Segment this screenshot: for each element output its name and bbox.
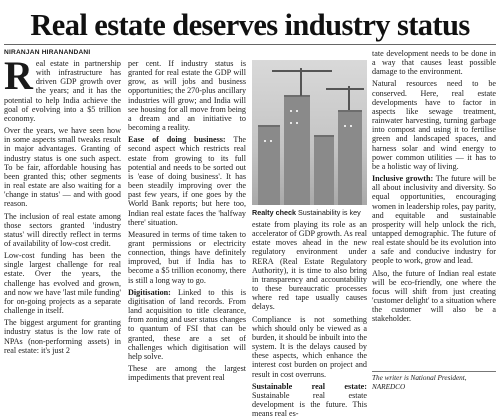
col4-para-3: Inclusive growth: The future will be all about inclusivity and diversity. So equal opportunities, encouraging women in leadership roles, pay parity, and equitable and sustainable prosperity will help unlock the rich, untapped demographic. The future of real estate should be its evolution into a safe and conducive industry for people to work, grow and lead. <box>372 174 496 266</box>
col2-para-5: These are among the largest impediments that prevent real <box>128 364 246 383</box>
col2-para-4: Digitisation: Linked to this is digitisation of land records. From land acquisition to title clearance, from zoning and user status changes to quantum of FSI that can be granted, these are a set of challenges which digitisation will help solve. <box>128 287 247 361</box>
column-3 <box>252 220 367 418</box>
author-note-line-2: NAREDCO <box>372 382 406 391</box>
column-4 <box>372 49 496 324</box>
caption-label: Realty check <box>252 208 296 217</box>
author-note <box>372 374 496 391</box>
drop-cap: R <box>4 53 33 98</box>
byline: NIRANJAN HIRANANDANI <box>4 49 91 56</box>
caption-text: Sustainability is key <box>295 208 361 217</box>
col4-para-1: tate development needs to be done in a way that causes least possible damage to the environment. <box>372 49 496 77</box>
col2-para-3: Measured in terms of time taken to grant permissions or electricity connection, things have definitely improved, but if India has to become a $5 trillion economy, there is still a long way to go. <box>128 229 246 285</box>
col2-para-1: per cent. If industry status is granted for real estate the GDP will grow, as will jobs and business opportunities; the 270-plus ancillary industries will grow; and India will see housing for all move from being a dream and an initiative to becoming a reality. <box>128 59 247 133</box>
endnote-rule <box>372 371 496 372</box>
col3-para-1: estate from playing its role as an accelerator of GDP growth. As real estate moves ahead in the new regulatory environment under RERA (Real Estate Regulatory Authority), it is time to also bring in transparency and accountability to these bureaucratic processes where red tape usually causes delays. <box>252 220 367 312</box>
headline: Real estate deserves industry status <box>30 8 470 42</box>
subhead-sustainable-real-estate: Sustainable real estate: <box>252 381 367 391</box>
photo-construction <box>252 60 367 205</box>
column-2 <box>128 59 246 382</box>
col1-para-1 <box>4 53 121 123</box>
photo-caption <box>252 208 361 217</box>
subhead-digitisation: Digitisation: <box>128 287 171 297</box>
col1-para-5: The biggest argument for granting industry status is the low rate of NPAs (non-performing assets) in real estate: it's just 2 <box>4 318 121 355</box>
col4-para-2: Natural resources need to be conserved. Here, real estate developments have to factor in aspects like sewage treatment, rainwater harvesting, turning garbage into compost and using it to fertilise green and landscaped spaces, and harness solar and wind energy to power common utilities — it has to be a holistic way of living. <box>372 79 496 171</box>
headline-rule <box>4 44 496 45</box>
col1-para-4: Low-cost funding has been the single largest challenge for real estate. Over the years, the challenge has evolved and grown, and now we have 'last mile funding' for on-going projects as a separate challenge in itself. <box>4 251 121 316</box>
author-note-line-1: The writer is National President, <box>372 374 467 382</box>
column-1 <box>4 53 121 355</box>
col2-para-2: Ease of doing business: The second aspect which restricts real estate from growing to its full potential and needs to be sorted out is 'ease of doing business'. It has been steadily improving over the past few years, if one goes by the World Bank reports; but here too, Indian real estate faces the 'halfway there' situation. <box>128 135 246 227</box>
col3-para-3: Sustainable real estate: Sustainable real estate development is the future. This means real es- <box>252 381 367 418</box>
subhead-ease-of-doing-business: Ease of doing business: <box>128 135 226 145</box>
col3-para-2: Compliance is not something which should only be viewed as a burden, it should be inbuilt into the system. It is the delays caused by these aspects, which enhance the interest cost burden on project and result in cost overruns. <box>252 314 367 379</box>
col4-para-4: Also, the future of Indian real estate will be eco-friendly, one where the focus will shift from just creating 'customer delight' to a situation where the customer will also be a stakeholder. <box>372 268 496 324</box>
col1-para-3: The inclusion of real estate among those sectors granted 'industry status' will directly reflect in terms of availability of low-cost credit. <box>4 211 121 248</box>
col1-para-2: Over the years, we have seen how in some aspects small tweaks result in major advantages. Granting of industry status is one such aspect. To be fair, affordable housing has been granted this; other segments in real estate are also waiting for a 'change in status' — and with good reason. <box>4 126 121 209</box>
subhead-inclusive-growth: Inclusive growth: <box>372 174 434 184</box>
col1-para-1-text: eal estate in partnership with infrastructure has driven GDP growth over the years; and it has the potential to help India achieve the goal of evolving into a $5 trillion economy. <box>4 59 121 123</box>
